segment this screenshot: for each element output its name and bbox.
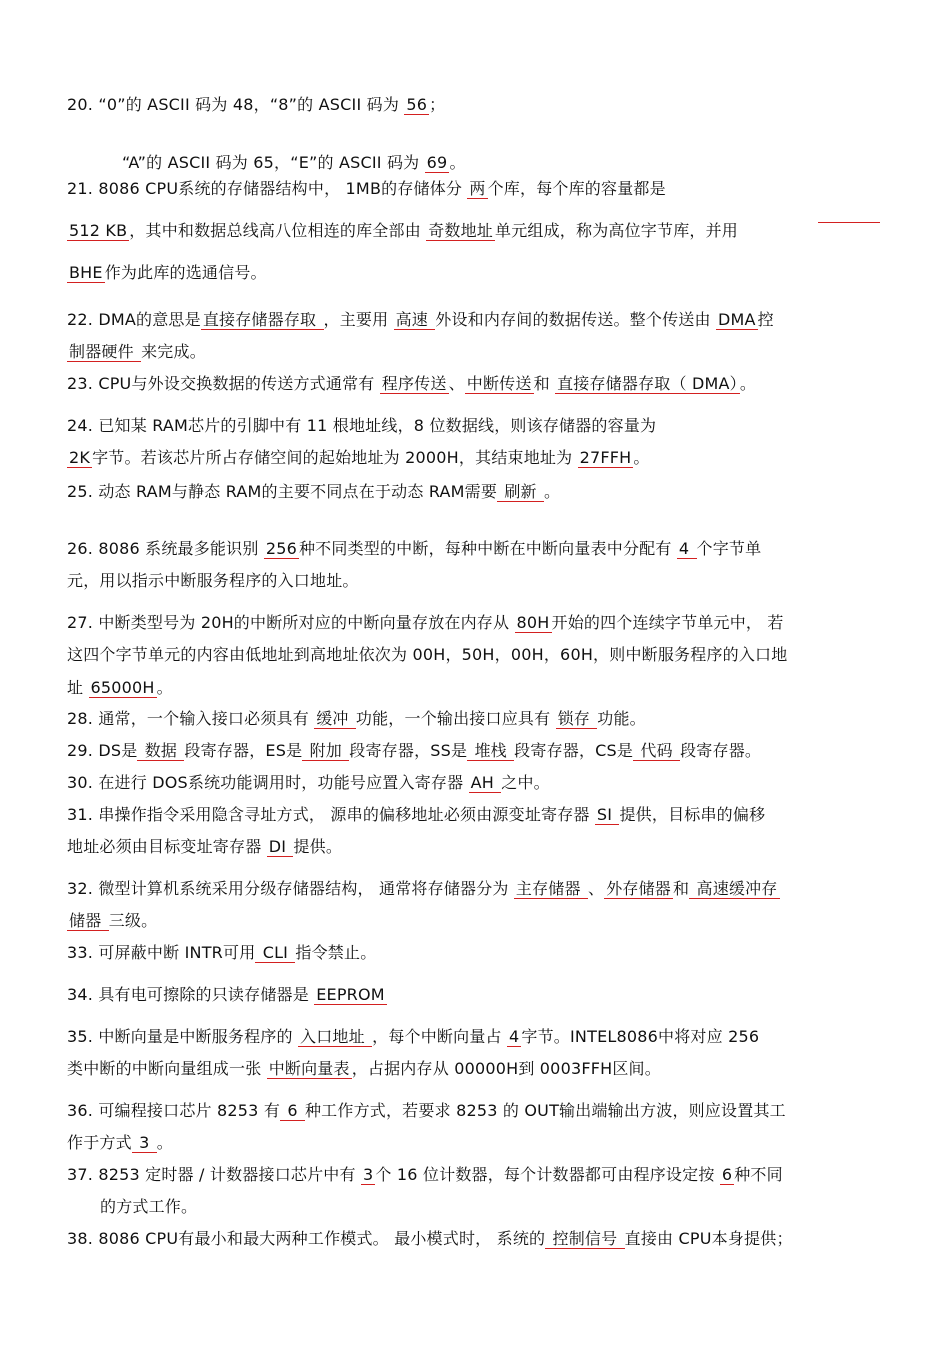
text-line [67, 481, 887, 503]
line-text: 作为此库的选通信号。 [104, 263, 267, 282]
answer-fill: 512 KB [69, 221, 128, 240]
line-text: 种不同类型的中断，每种中断在中断向量表中分配有 [298, 539, 677, 558]
line-text: 种不同 [734, 1165, 783, 1184]
line-text: 控 [757, 310, 774, 329]
line-text: 这四个字节单元的内容由低地址到高地址依次为 00H，50H，00H，60H，则中断服务程序的入口地 [67, 645, 788, 664]
text-line [67, 1100, 887, 1122]
answer-fill: 刷新 [499, 482, 543, 501]
line-text: ，占据内存从 00000H到 0003FFH区间。 [351, 1059, 661, 1078]
line-text: 提供，目标串的偏移 [619, 805, 766, 824]
text-line [67, 804, 887, 826]
answer-fill: 2K [69, 448, 91, 467]
line-text: 34. 具有电可擦除的只读存储器是 [67, 985, 315, 1004]
text-line [67, 538, 887, 560]
line-text: 作于方式 [67, 1133, 132, 1152]
line-text: 33. 可屏蔽中断 INTR可用 [67, 943, 256, 962]
line-text: 29. DS是 [67, 741, 138, 760]
text-line [67, 984, 887, 1006]
answer-fill: 6 [721, 1165, 733, 1184]
line-text: 。 [449, 153, 466, 172]
answer-fill: 制器硬件 [69, 342, 140, 361]
line-text: 36. 可编程接口芯片 8253 有 [67, 1101, 281, 1120]
line-text: 22. DMA的意思是 [67, 310, 201, 329]
line-text: 的方式工作。 [100, 1197, 198, 1216]
line-text: 段寄存器，CS是 [514, 741, 634, 760]
line-text: 35. 中断向量是中断服务程序的 [67, 1027, 299, 1046]
answer-fill: 外存储器 [606, 879, 672, 898]
line-text: ； [429, 95, 446, 114]
answer-fill: 中断传送 [466, 374, 532, 393]
line-text: 指令禁止。 [295, 943, 377, 962]
text-line [67, 1164, 887, 1186]
answer-fill: 27FFH [579, 448, 632, 467]
line-text: 单元组成，称为高位字节库，并用 [495, 221, 739, 240]
line-text: 28. 通常，一个输入接口必须具有 [67, 709, 315, 728]
text-line [67, 740, 887, 762]
answer-fill: 缓冲 [316, 709, 354, 728]
line-text: 个字节单 [696, 539, 762, 558]
line-text: 种工作方式，若要求 8253 的 OUT输出端输出方波，则应设置其工 [304, 1101, 786, 1120]
answer-fill: 6 [282, 1101, 303, 1120]
text-line [67, 94, 887, 116]
answer-fill: 程序传送 [381, 374, 447, 393]
answer-fill: 附加 [304, 741, 348, 760]
text-line [67, 677, 887, 699]
answer-fill: 高速 [395, 310, 434, 329]
line-text: 字节。若该芯片所占存储空间的起始地址为 2000H，其结束地址为 [92, 448, 578, 467]
text-line [67, 878, 887, 900]
text-line [67, 415, 887, 437]
text-line [67, 1058, 887, 1080]
text-line [67, 570, 887, 592]
answer-fill: 代码 [635, 741, 679, 760]
line-text: 26. 8086 系统最多能识别 [67, 539, 264, 558]
line-text: 37. 8253 定时器 / 计数器接口芯片中有 [67, 1165, 361, 1184]
answer-fill: 数据 [139, 741, 183, 760]
line-text: 。 [739, 374, 757, 393]
line-text: 38. 8086 CPU有最小和最大两种工作模式。 最小模式时， 系统的 [67, 1229, 546, 1248]
line-text: 地址必须由目标变址寄存器 [67, 837, 267, 856]
line-text: 31. 串操作指令采用隐含寻址方式， 源串的偏移地址必须由源变址寄存器 [67, 805, 595, 824]
answer-fill: BHE [69, 263, 103, 282]
line-text: 20. “0”的 ASCII 码为 48，“8”的 ASCII 码为 [67, 95, 405, 114]
line-text: 。 [156, 1133, 173, 1152]
answer-fill: 56 [406, 95, 428, 114]
text-line [67, 1132, 887, 1154]
line-text: 三级。 [108, 911, 158, 930]
text-line [67, 309, 887, 331]
line-text: 提供。 [293, 837, 343, 856]
text-line [67, 178, 887, 200]
text-line [67, 708, 887, 730]
answer-fill: SI [596, 805, 618, 824]
line-text: 。 [633, 448, 650, 467]
answer-fill: 两 [469, 179, 486, 198]
line-text: 个 16 位计数器，每个计数器都可由程序设定按 [375, 1165, 720, 1184]
answer-fill: 主存储器 [515, 879, 586, 898]
line-text: 32. 微型计算机系统采用分级存储器结构， 通常将存储器分为 [67, 879, 514, 898]
answer-fill: 控制信号 [547, 1229, 623, 1248]
text-line [67, 644, 887, 666]
answer-fill: EEPROM [316, 985, 385, 1004]
line-text: 类中断的中断向量组成一张 [67, 1059, 267, 1078]
line-text: ，其中和数据总线高八位相连的库全部由 [129, 221, 427, 240]
line-text: 、 [588, 879, 605, 898]
line-text: 、 [448, 374, 465, 393]
answer-fill: 入口地址 [300, 1027, 371, 1046]
answer-fill: DMA [717, 310, 756, 329]
line-text: 元，用以指示中断服务程序的入口地址。 [67, 571, 359, 590]
answer-fill: 直接存储器存取 [202, 310, 322, 329]
line-text: ，主要用 [323, 310, 394, 329]
text-line [67, 447, 887, 469]
answer-fill: 3 [363, 1165, 374, 1184]
answer-fill: 中断向量表 [268, 1059, 350, 1078]
text-line [67, 836, 887, 858]
answer-fill: 4 [509, 1027, 520, 1046]
answer-fill: 4 [678, 539, 695, 558]
line-text: 21. 8086 CPU系统的存储器结构中， 1MB的存储体分 [67, 179, 468, 198]
text-line [67, 612, 887, 634]
line-text: 个库，每个库的容量都是 [487, 179, 666, 198]
text-line [67, 220, 887, 242]
text-line [67, 1026, 887, 1048]
line-text: 25. 动态 RAM与静态 RAM的主要不同点在于动态 RAM需要 [67, 482, 498, 501]
text-line [67, 1228, 887, 1250]
line-text: 24. 已知某 RAM芯片的引脚中有 11 根地址线，8 位数据线，则该存储器的容量为 [67, 416, 657, 435]
line-text: 开始的四个连续字节单元中， 若 [551, 613, 784, 632]
text-line [100, 1196, 920, 1218]
text-line [67, 910, 887, 932]
line-text: “A”的 ASCII 码为 65，“E”的 ASCII 码为 [122, 153, 425, 172]
answer-fill: 256 [265, 539, 297, 558]
text-line [67, 772, 887, 794]
line-text: 段寄存器，SS是 [349, 741, 468, 760]
answer-fill: 堆栈 [469, 741, 513, 760]
line-text: 段寄存器。 [680, 741, 762, 760]
text-line [122, 152, 942, 174]
answer-fill: 直接存储器存取（ DMA） [557, 374, 738, 393]
line-text: 段寄存器，ES是 [184, 741, 303, 760]
line-text: 功能。 [597, 709, 646, 728]
answer-fill: 高速缓冲存 [691, 879, 778, 898]
line-text: ，每个中断向量占 [372, 1027, 508, 1046]
line-text: 外设和内存间的数据传送。整个传送由 [435, 310, 716, 329]
line-text: 之中。 [501, 773, 550, 792]
answer-fill: 80H [516, 613, 550, 632]
text-line [67, 262, 887, 284]
line-text: 。 [156, 678, 173, 697]
line-text: 直接由 CPU本身提供； [624, 1229, 793, 1248]
line-text: 和 [673, 879, 690, 898]
line-text: 和 [533, 374, 556, 393]
text-line [67, 341, 887, 363]
answer-fill: 储器 [69, 911, 107, 930]
line-text: 功能，一个输出接口应具有 [355, 709, 556, 728]
line-text: 字节。INTEL8086中将对应 256 [521, 1027, 760, 1046]
text-line [67, 373, 887, 395]
answer-fill: 65000H [90, 678, 155, 697]
line-text: 来完成。 [141, 342, 206, 361]
line-text: 30. 在进行 DOS系统功能调用时，功能号应置入寄存器 [67, 773, 469, 792]
line-text: 27. 中断类型号为 20H的中断所对应的中断向量存放在内存从 [67, 613, 515, 632]
answer-fill: 奇数地址 [428, 221, 493, 240]
answer-fill: 锁存 [557, 709, 596, 728]
line-text: 。 [544, 482, 561, 501]
text-line [67, 942, 887, 964]
answer-fill: 3 [133, 1133, 155, 1152]
answer-fill: AH [470, 773, 500, 792]
line-text: 23. CPU与外设交换数据的传送方式通常有 [67, 374, 380, 393]
answer-fill: CLI [257, 943, 294, 962]
line-text: 址 [67, 678, 89, 697]
answer-fill: DI [268, 837, 292, 856]
answer-fill: 69 [426, 153, 448, 172]
